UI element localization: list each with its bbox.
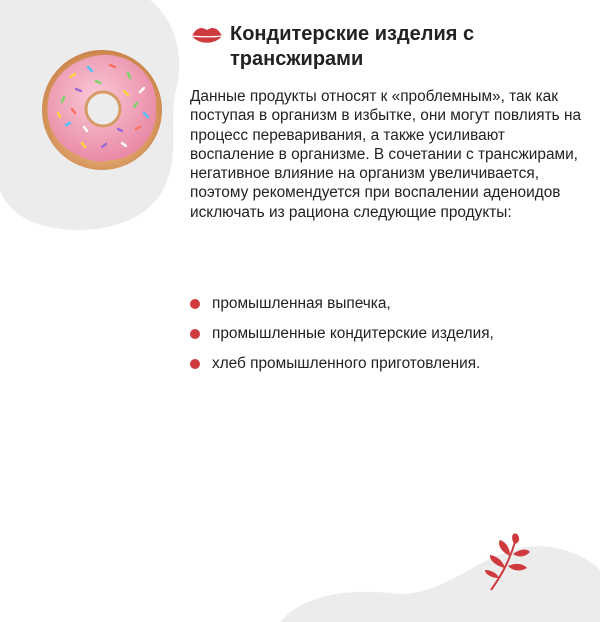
list-item (190, 289, 585, 319)
product-list (190, 289, 585, 379)
bullet-dot-icon (190, 359, 200, 369)
leaf-sprig-icon (483, 532, 533, 592)
donut-image (40, 47, 164, 171)
bullet-dot-icon (190, 299, 200, 309)
bullet-dot-icon (190, 329, 200, 339)
list-item (190, 349, 585, 379)
list-item-label: промышленные кондитерские изделия, (212, 325, 494, 342)
description-paragraph: Данные продукты относят к «проблемным», так как поступая в организм в избытке, они могут повлиять на процесс переваривания, а также усиливают воспаление в организме. В сочетании с трансжирами, негативное влияние на организм увеличивается, поэтому рекомендуется при воспалении аденоидов исключать из рациона следующие продукты: (190, 88, 582, 221)
list-item-label: хлеб промышленного приготовления. (212, 355, 481, 372)
list-item (190, 319, 585, 349)
page-title: Кондитерские изделия с трансжирами (230, 23, 475, 70)
lips-icon (191, 25, 223, 47)
title-row (191, 22, 530, 72)
list-item-label: промышленная выпечка, (212, 295, 391, 312)
